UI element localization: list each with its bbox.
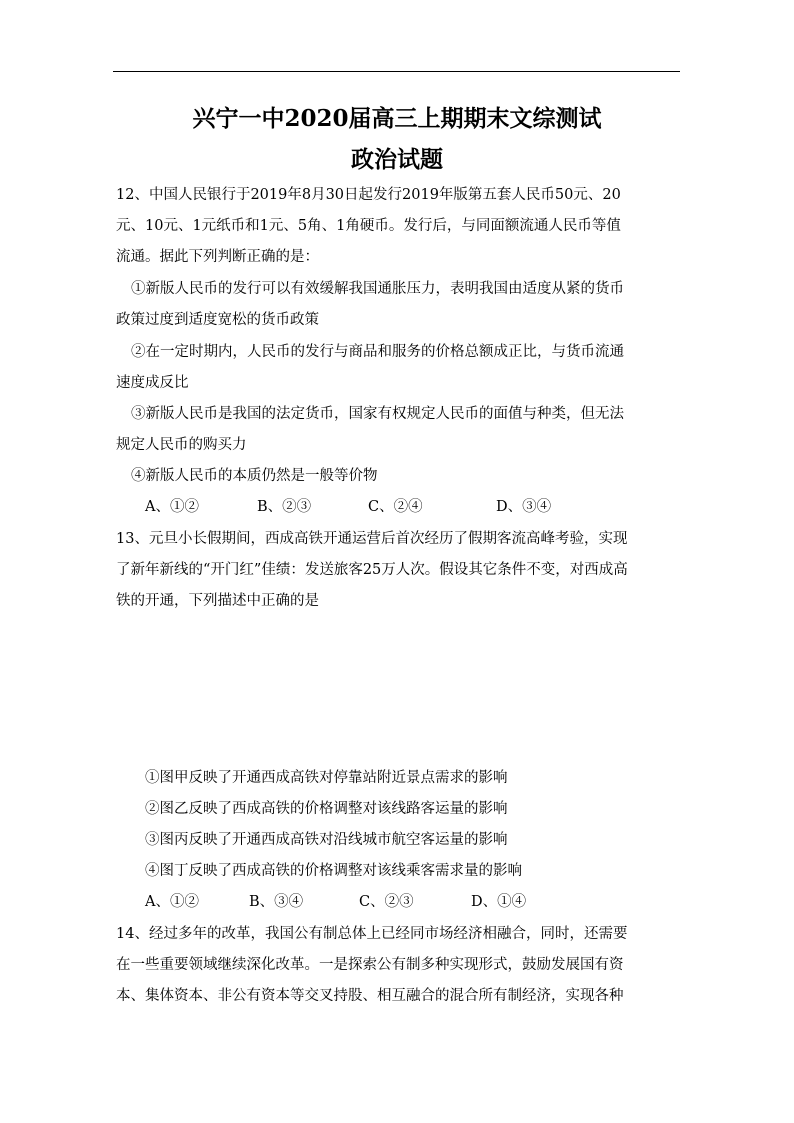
q12-statement-2-line-2: 速度成反比 <box>116 375 189 391</box>
q12-option-b: B、②③ <box>257 499 312 515</box>
q13-options <box>145 891 565 913</box>
q12-stem-line-2: 元、10元、1元纸币和1元、5角、1角硬币。发行后，与同面额流通人民币等值 <box>116 218 621 234</box>
q13-stem-line-2: 了新年新线的“开门红”佳绩：发送旅客25万人次。假设其它条件不变，对西成高 <box>116 562 628 578</box>
q13-option-a: A、①② <box>145 894 199 910</box>
q12-statement-2-line-1: ②在一定时期内，人民币的发行与商品和服务的价格总额成正比，与货币流通 <box>131 344 624 360</box>
q13-statement-1: ①图甲反映了开通西成高铁对停靠站附近景点需求的影响 <box>145 770 508 786</box>
q13-option-d: D、①④ <box>471 894 527 910</box>
q12-statement-4: ④新版人民币的本质仍然是一般等价物 <box>131 468 378 484</box>
q12-option-c: C、②④ <box>368 499 423 515</box>
q12-statement-3-line-2: 规定人民币的购买力 <box>116 437 247 453</box>
q13-stem-line-3: 铁的开通，下列描述中正确的是 <box>116 593 319 609</box>
q12-stem-line-1: 12、中国人民银行于2019年8月30日起发行2019年版第五套人民币50元、20 <box>116 187 621 203</box>
q12-statement-1-line-2: 政策过度到适度宽松的货币政策 <box>116 312 319 328</box>
q12-options <box>145 496 625 518</box>
q12-statement-3-line-1: ③新版人民币是我国的法定货币，国家有权规定人民币的面值与种类，但无法 <box>131 406 624 422</box>
q13-statement-4: ④图丁反映了西成高铁的价格调整对该线乘客需求量的影响 <box>145 863 522 879</box>
q12-option-a: A、①② <box>145 499 199 515</box>
q13-option-b: B、③④ <box>249 894 304 910</box>
q12-statement-1-line-1: ①新版人民币的发行可以有效缓解我国通胀压力，表明我国由适度从紧的货币 <box>131 281 624 297</box>
page-subtitle: 政治试题 <box>351 146 443 173</box>
q13-statement-2: ②图乙反映了西成高铁的价格调整对该线路客运量的影响 <box>145 801 508 817</box>
q14-stem-line-2: 在一些重要领域继续深化改革。一是探索公有制多种实现形式，鼓励发展国有资 <box>116 957 624 973</box>
q13-option-c: C、②③ <box>359 894 414 910</box>
q13-stem-line-1: 13、元旦小长假期间，西成高铁开通运营后首次经历了假期客流高峰考验，实现 <box>116 531 628 547</box>
q13-statement-3: ③图丙反映了开通西成高铁对沿线城市航空客运量的影响 <box>145 832 508 848</box>
q12-option-d: D、③④ <box>496 499 552 515</box>
q14-stem-line-3: 本、集体资本、非公有资本等交叉持股、相互融合的混合所有制经济，实现各种 <box>116 988 624 1004</box>
q12-stem-line-3: 流通。据此下列判断正确的是： <box>116 249 319 265</box>
page-title: 兴宁一中2020届高三上期期末文综测试 <box>192 105 602 132</box>
header-rule <box>113 71 680 72</box>
q14-stem-line-1: 14、经过多年的改革，我国公有制总体上已经同市场经济相融合，同时，还需要 <box>116 926 628 942</box>
